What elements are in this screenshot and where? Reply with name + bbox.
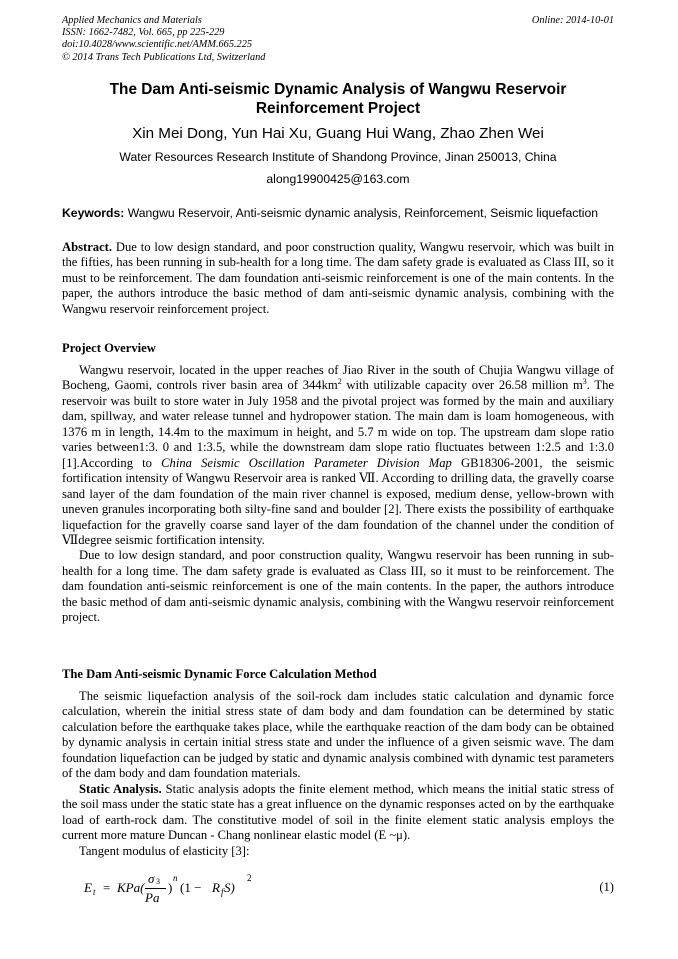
author-email: along19900425@163.com: [266, 172, 410, 186]
paper-title: [62, 80, 614, 118]
doi: doi:10.4028/www.scientific.net/AMM.665.225: [62, 39, 252, 51]
issn: ISSN: 1662-7482, Vol. 665, pp 225-229: [62, 27, 225, 39]
static-analysis-label: Static Analysis.: [79, 781, 162, 796]
eq-middle: (1 −: [180, 880, 202, 895]
eq-power-n: n: [173, 873, 178, 883]
eq-close-paren: ): [168, 880, 173, 895]
eq-s: S): [224, 880, 235, 895]
overview-paragraph-1: [62, 363, 614, 548]
copyright: © 2014 Trans Tech Publications Ltd, Switzerland: [62, 51, 266, 63]
section-heading-method: The Dam Anti-seismic Dynamic Force Calculation Method: [62, 667, 377, 681]
abstract-text: Due to low design standard, and poor construction quality, Wangwu reservoir, which was built in the fifties, has been running in sub-health for a long time. The dam safety grade is evaluated as Class III, so it must to be reinforcement. The dam foundation anti-seismic reinforcement is one of the main contents. In the paper, the authors introduce the basic method of dam anti-seismic dynamic analysis, combining with the Wangwu reservoir reinforcement project.: [62, 240, 614, 316]
equation-1: [84, 866, 614, 908]
method-paragraph-1: The seismic liquefaction analysis of the soil-rock dam includes static calculation and dynamic force calculation, wherein the initial stress state of dam body and dam foundation can be determined by static calculation before the earthquake takes place, while the earthquake reaction of the dam body can be obtained by dynamic analysis in certain initial stress state and under the influence of a given seismic wave. The dam foundation liquefaction can be judged by static and dynamic analysis combined with dynamic test parameters of the dam body and dam foundation materials.: [62, 689, 614, 781]
eq-equals: =: [103, 880, 111, 895]
overview-paragraph-2: Due to low design standard, and poor construction quality, Wangwu reservoir has been running in sub-health for a long time. The dam safety grade is evaluated as Class III, so it must to be reinforcement. The dam foundation anti-seismic reinforcement is one of the main contents. In the paper, the authors introduce the basic method of dam anti-seismic dynamic analysis, combining with the Wangwu reservoir reinforcement project.: [62, 548, 614, 625]
eq-numerator-sub: 3: [156, 877, 160, 886]
abstract-label: Abstract.: [62, 240, 113, 254]
abstract: [62, 240, 614, 317]
superscript-2: 2: [337, 377, 342, 387]
superscript-3: 3: [582, 377, 587, 387]
keywords: [62, 206, 617, 220]
online-date: Online: 2014-10-01: [531, 15, 614, 26]
journal-header: [62, 15, 265, 64]
eq-denominator: Pa: [145, 890, 160, 905]
equation-number: (1): [599, 880, 614, 894]
affiliation: Water Resources Research Institute of Shandong Province, Jinan 250013, China: [119, 150, 557, 164]
keywords-label: Keywords:: [62, 206, 125, 220]
eq-kpa: KPa(: [117, 880, 145, 895]
static-analysis-text: Static analysis adopts the finite element method, which means the initial static stress of the soil mass under the static state has a great influence on the dynamic responses acted on by the earthquake load of earth-rock dam. The constitutive model of soil in the finite element static analysis employs the current more mature Duncan - Chang nonlinear elastic model (E ~μ).: [62, 781, 615, 843]
eq-fraction-bar: [145, 888, 166, 889]
eq-r: R: [212, 880, 220, 895]
eq-r-sub: f: [221, 887, 224, 897]
title-line-1: The Dam Anti-seismic Dynamic Analysis of Wangwu Reservoir: [109, 81, 567, 98]
overview-text-b: with utilizable capacity over 26.58 million m: [341, 378, 583, 393]
journal-name: Applied Mechanics and Materials: [62, 15, 202, 26]
eq-numerator: σ: [148, 871, 155, 886]
eq-lhs: E: [84, 880, 92, 895]
method-paragraph-2: [62, 782, 614, 844]
map-title-italic: China Seismic Oscillation Parameter Division Map: [161, 455, 452, 470]
eq-lhs-sub: t: [93, 887, 96, 897]
authors: Xin Mei Dong, Yun Hai Xu, Guang Hui Wang, Zhao Zhen Wei: [132, 125, 544, 142]
keywords-text: Wangwu Reservoir, Anti-seismic dynamic analysis, Reinforcement, Seismic liquefaction: [127, 206, 599, 220]
overview-section: [62, 363, 614, 626]
overview-text-d: GB18306-2001, the seismic fortification intensity of Wangwu Reservoir area is ranked Ⅶ. According to drilling data, the gravelly coarse sand layer of the dam foundation of the main river channel is exposed, medium dense, yellow-brown with uneven granules incorporating both silty-fine sand and boulder [2]. There exists the possibility of earthquake liquefaction for the gravelly coarse sand layer of the dam foundation of the channel under the condition of Ⅶdegree seismic fortification intensity.: [62, 455, 614, 547]
eq-power-2: 2: [247, 873, 252, 883]
overview-text-c: . The reservoir was built to store water in July 1958 and the pivotal project was formed by the main and auxiliary dam, spillway, and water release tunnel and hydropower station. The main dam is loam homogeneous, with 1376 m in length, 14.4m to the maximum in height, and 5.7 m wide on top. The upstream dam slope ratio varies between1:3. 0 and 1:3.5, while the downstream dam slope ratio fluctuates between 1:2.5 and 1:3.0 [1].According to: [62, 378, 614, 470]
method-section: [62, 689, 614, 859]
overview-text-a: Wangwu reservoir, located in the upper reaches of Jiao River in the south of Chujia Wangwu village of Bocheng, Gaomi, controls river basin area of 344km: [62, 363, 614, 393]
section-heading-overview: Project Overview: [62, 341, 156, 355]
title-line-2: Reinforcement Project: [255, 100, 421, 117]
method-paragraph-3: Tangent modulus of elasticity [3]:: [79, 843, 250, 858]
